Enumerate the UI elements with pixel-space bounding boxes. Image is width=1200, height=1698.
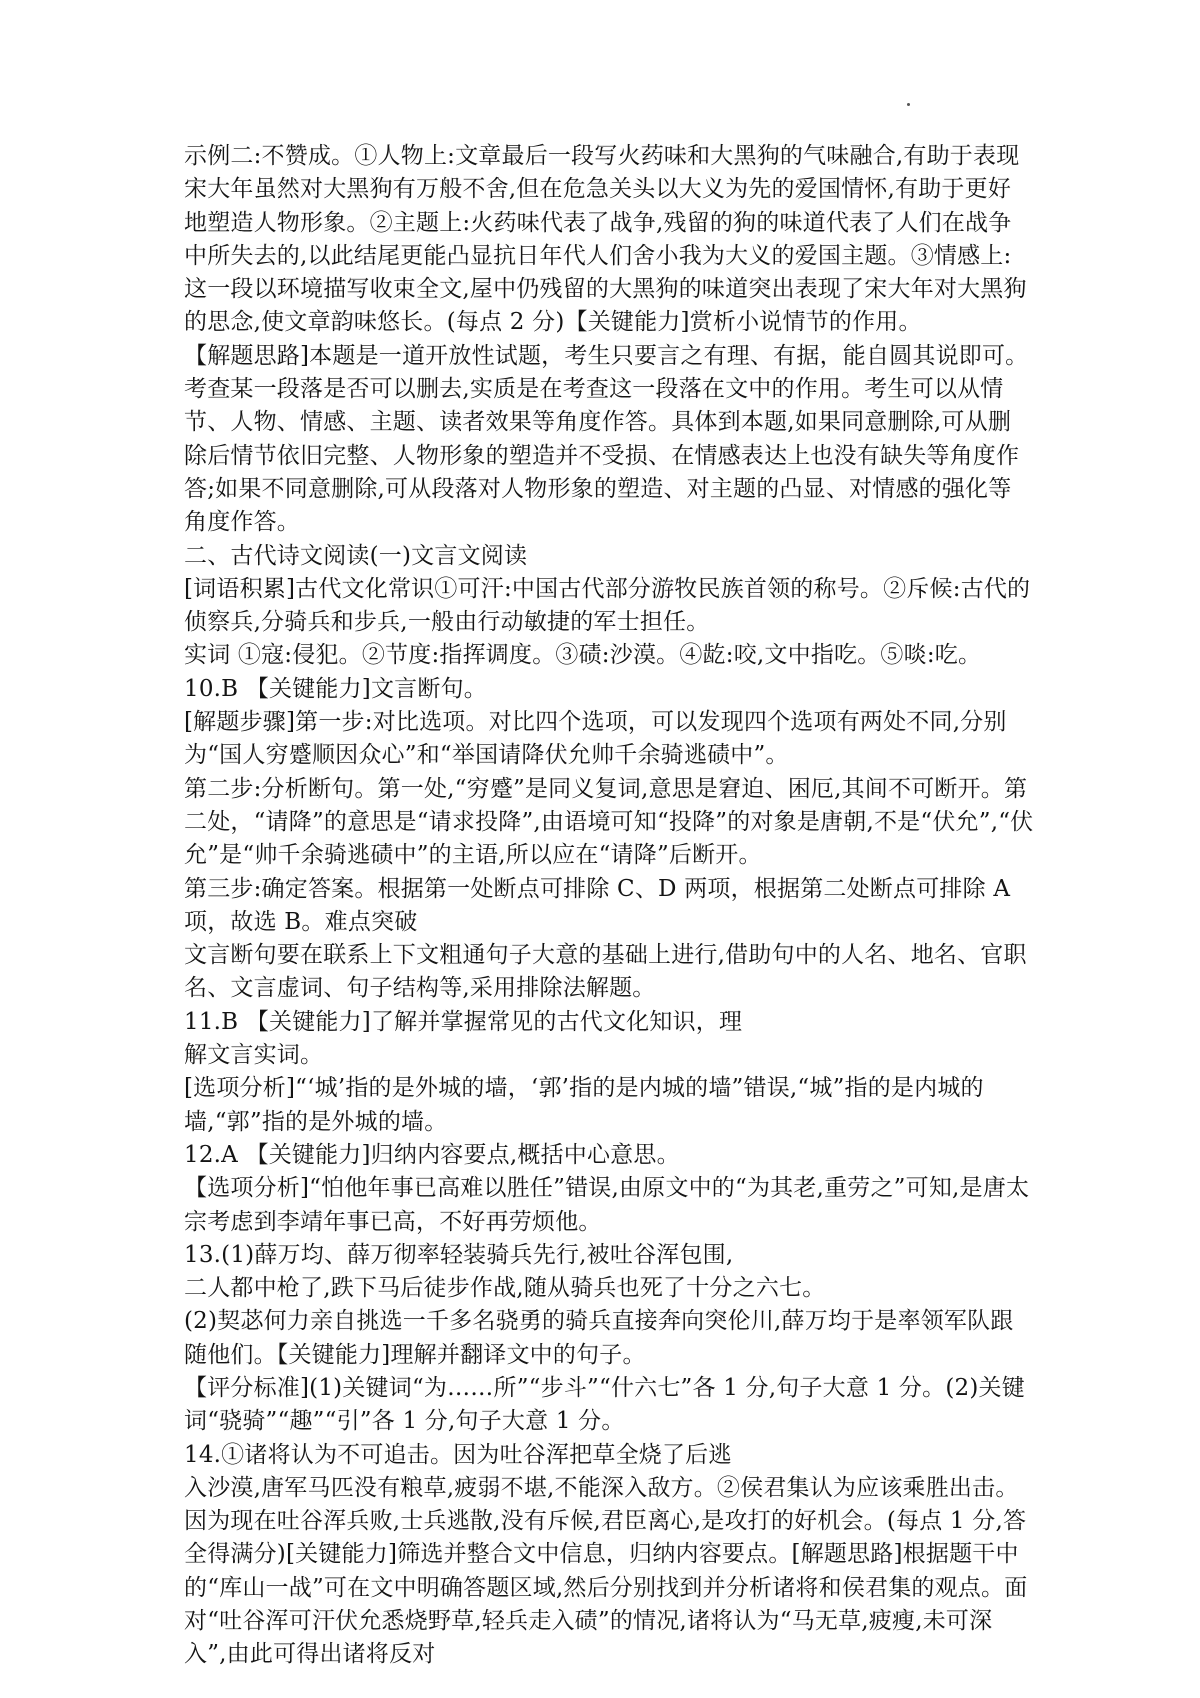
- paragraph-q12: 12.A 【关键能力]归纳内容要点,概括中心意思。: [184, 1141, 680, 1168]
- paragraph-q14: 14.①诸将认为不可追击。因为吐谷浑把草全烧了后逃: [184, 1441, 732, 1468]
- section-heading-classical-reading: 二、古代诗文阅读(一)文言文阅读: [184, 542, 528, 569]
- paragraph-step-one: [解题步骤]第一步:对比选项。对比四个选项，可以发现四个选项有两处不同,分别为“国人穷蹙顺因众心”和“举国请降伏允帅千余骑逃碛中”。: [184, 709, 1007, 769]
- paragraph-q13-1-cont: 二人都中枪了,跌下马后徒步作战,随从骑兵也死了十分之六七。: [184, 1275, 826, 1302]
- paragraph-example-two: 示例二:不赞成。①人物上:文章最后一段写火药味和大黑狗的气味融合,有助于表现宋大年虽然对大黑狗有万般不舍,但在危急关头以大义为先的爱国情怀,有助于更好地塑造人物形象。②主题上:火药味代表了战争,残留的狗的味道代表了人们在战争中所失去的,以此结尾更能凸显抗日年代人们舍小我为大义的爱国主题。③情感上:这一段以环境描写收束全文,屋中仍残留的大黑狗的味道突出表现了宋大年对大黑狗的思念,使文章韵味悠长。(每点 2 分)【关键能力]赏析小说情节的作用。: [184, 143, 1027, 336]
- scan-speck: [907, 103, 910, 106]
- paragraph-step-three: 第三步:确定答案。根据第一处断点可排除 C、D 两项，根据第二处断点可排除 A 项，故选 B。难点突破: [184, 875, 1011, 935]
- paragraph-q11: 11.B 【关键能力]了解并掌握常见的古代文化知识，理: [184, 1008, 743, 1035]
- paragraph-q13-1: 13.(1)薛万均、薛万彻率轻装骑兵先行,被吐谷浑包围,: [184, 1241, 734, 1268]
- paragraph-q13-2: (2)契苾何力亲自挑选一千多名骁勇的骑兵直接奔向突伦川,薛万均于是率领军队跟随他们。【关键能力]理解并翻译文中的句子。: [184, 1308, 1014, 1368]
- paragraph-q14-cont: 入沙漠,唐军马匹没有粮草,疲弱不堪,不能深入敌方。②侯君集认为应该乘胜出击。因为现在吐谷浑兵败,士兵逃散,没有斥候,君臣离心,是攻打的好机会。(每点 1 分,答全得满分)[关键能力]筛选并整合文中信息，归纳内容要点。[解题思路]根据题干中的“库山一战”可在文中明确答题区域,然后分别找到并分析诸将和侯君集的观点。面对“吐谷浑可汗伏允悉烧野草,轻兵走入碛”的情况,诸将认为“马无草,疲瘦,未可深入”,由此可得出诸将反对: [184, 1474, 1028, 1668]
- paragraph-step-two: 第二步:分析断句。第一处,“穷蹙”是同义复词,意思是窘迫、困厄,其间不可断开。第二处，“请降”的意思是“请求投降”,由语境可知“投降”的对象是唐朝,不是“伏允”,“伏允”是“帅千余骑逃碛中”的主语,所以应在“请降”后断开。: [184, 775, 1034, 869]
- paragraph-difficulty-tip: 文言断句要在联系上下文粗通句子大意的基础上进行,借助句中的人名、地名、官职名、文言虚词、句子结构等,采用排除法解题。: [184, 942, 1027, 1002]
- paragraph-q11-cont: 解文言实词。: [184, 1042, 324, 1069]
- paragraph-q12-analysis: 【选项分析]“怕他年事已高难以胜任”错误,由原文中的“为其老,重劳之”可知,是唐太宗考虑到李靖年事已高，不好再劳烦他。: [184, 1175, 1030, 1235]
- paragraph-q13-scoring: 【评分标准](1)关键词“为……所”“步斗”“什六七”各 1 分,句子大意 1 分。(2)关键词“骁骑”“趣”“引”各 1 分,句子大意 1 分。: [184, 1374, 1025, 1435]
- answer-text-body: [184, 140, 1034, 1672]
- paragraph-content-words: 实词 ①寇:侵犯。②节度:指挥调度。③碛:沙漠。④龁:咬,文中指吃。⑤啖:吃。10.B 【关键能力]文言断句。: [184, 642, 982, 702]
- paragraph-solution-approach: 【解题思路]本题是一道开放性试题，考生只要言之有理、有据，能自圆其说即可。考查某一段落是否可以删去,实质是在考查这一段落在文中的作用。考生可以从情节、人物、情感、主题、读者效果等角度作答。具体到本题,如果同意删除,可从删除后情节依旧完整、人物形象的塑造并不受损、在情感表达上也没有缺失等角度作答;如果不同意删除,可从段落对人物形象的塑造、对主题的凸显、对情感的强化等角度作答。: [184, 342, 1029, 536]
- paragraph-vocabulary: [词语积累]古代文化常识①可汗:中国古代部分游牧民族首领的称号。②斥候:古代的侦察兵,分骑兵和步兵,一般由行动敏捷的军士担任。: [184, 575, 1031, 636]
- paragraph-q11-analysis: [选项分析]“‘城’指的是外城的墙，‘郭’指的是内城的墙”错误,“城”指的是内城的墙,“郭”指的是外城的墙。: [184, 1075, 984, 1135]
